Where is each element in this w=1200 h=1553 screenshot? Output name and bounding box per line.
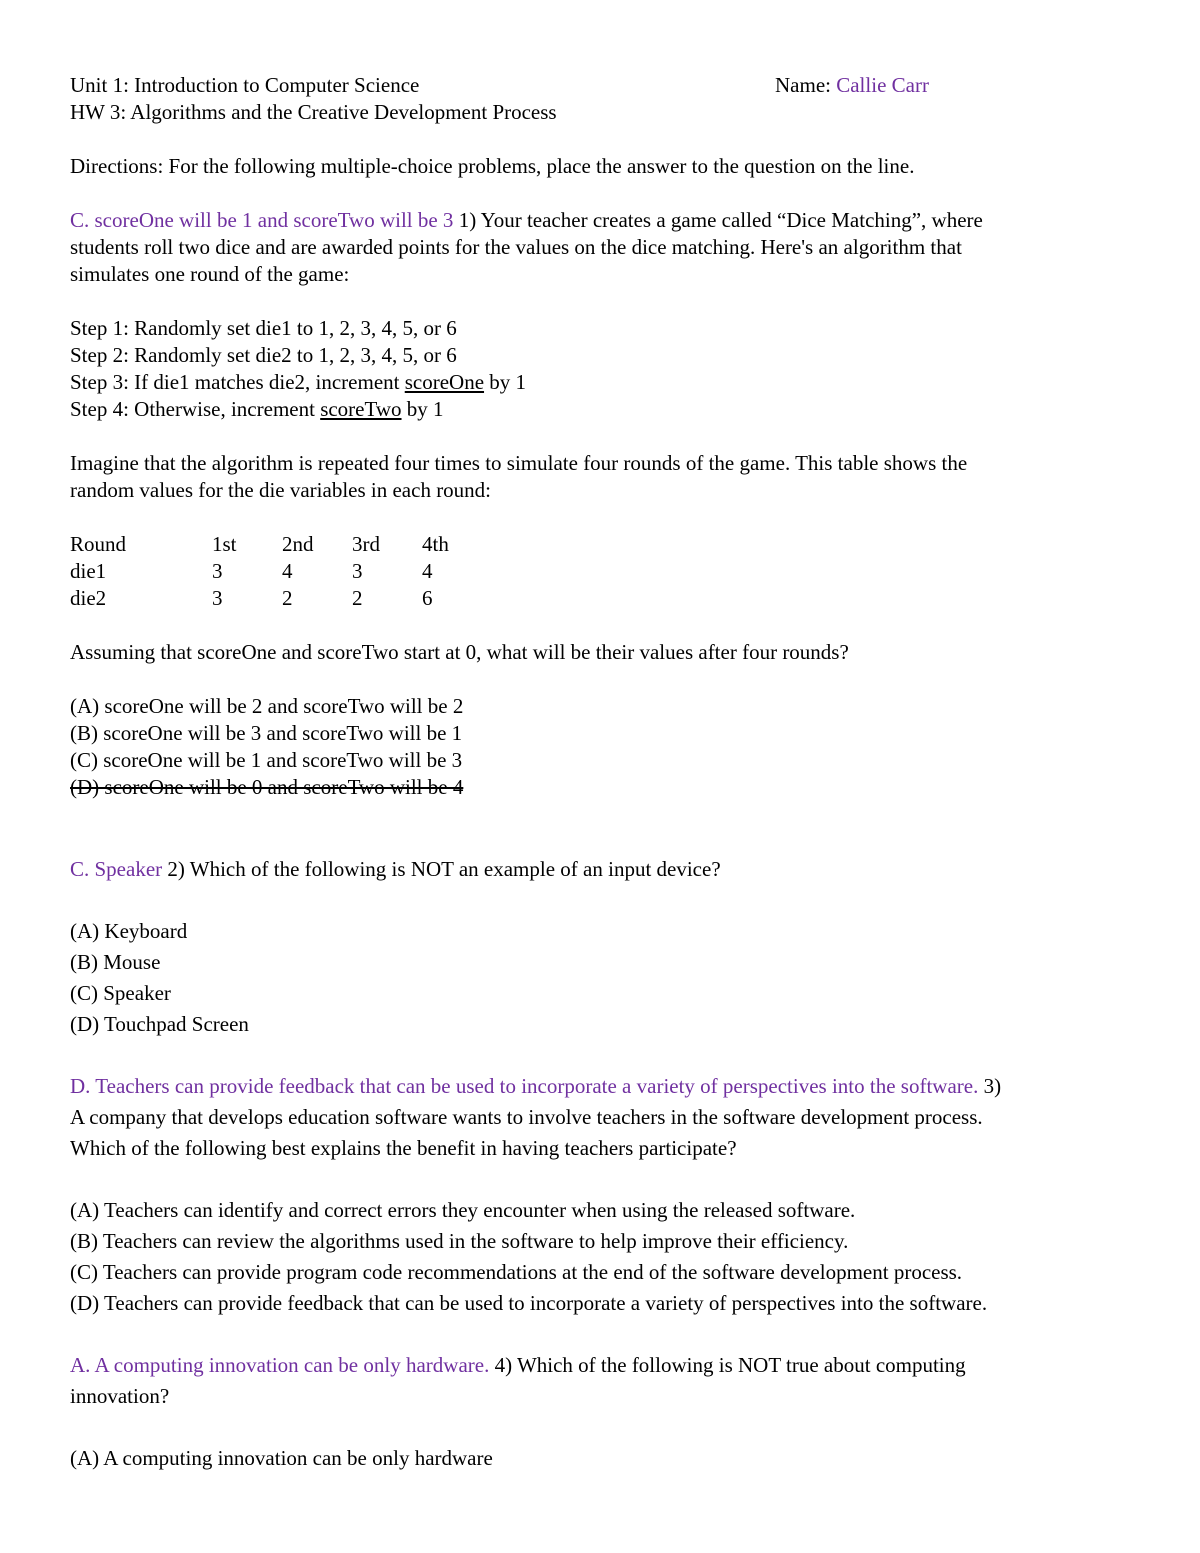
q4-answer: A. A computing innovation can be only hardware. — [70, 1353, 490, 1377]
q3-num: 3) — [983, 1074, 1002, 1098]
q2-option-d: (D) Touchpad Screen — [70, 1012, 249, 1036]
q3-option-b: (B) Teachers can review the algorithms used in the software to help improve their efficiency. — [70, 1229, 849, 1253]
q1-line-1 — [70, 207, 1130, 234]
table-cell: Round — [70, 532, 127, 556]
q1-answer: C. scoreOne will be 1 and scoreTwo will be 3 — [70, 208, 454, 232]
table-header-row — [70, 531, 482, 558]
q1-imagine-1: Imagine that the algorithm is repeated four times to simulate four rounds of the game. This table shows the — [70, 451, 968, 475]
question-1 — [70, 207, 1130, 801]
table-cell: 6 — [422, 586, 433, 610]
table-cell: 3 — [352, 559, 363, 583]
table-cell: 2nd — [282, 532, 314, 556]
table-cell: 4 — [282, 559, 293, 583]
q3-text-2: A company that develops education software wants to involve teachers in the software development process. — [70, 1105, 983, 1129]
table-row — [70, 558, 482, 585]
question-4 — [70, 1350, 1130, 1474]
rounds-table — [70, 531, 482, 612]
step-3: Step 3: If die1 matches die2, increment scoreOne by 1 — [70, 370, 527, 394]
q3-line-1 — [70, 1071, 1130, 1102]
q3-text-3: Which of the following best explains the benefit in having teachers participate? — [70, 1136, 737, 1160]
q1-option-c: (C) scoreOne will be 1 and scoreTwo will be 3 — [70, 748, 463, 772]
q3-option-d: (D) Teachers can provide feedback that can be used to incorporate a variety of perspectives into the software. — [70, 1291, 988, 1315]
q1-option-b: (B) scoreOne will be 3 and scoreTwo will be 1 — [70, 721, 463, 745]
q1-option-d-struck: (D) scoreOne will be 0 and scoreTwo will be 4 — [70, 775, 464, 799]
step-1: Step 1: Randomly set die1 to 1, 2, 3, 4, 5, or 6 — [70, 316, 457, 340]
table-row — [70, 585, 482, 612]
directions: Directions: For the following multiple-choice problems, place the answer to the question on the line. — [70, 154, 915, 178]
q4-option-a: (A) A computing innovation can be only hardware — [70, 1446, 493, 1470]
table-cell: 3 — [212, 559, 223, 583]
table-cell: 4th — [422, 532, 449, 556]
score-two-var: scoreTwo — [320, 397, 402, 421]
q1-option-a: (A) scoreOne will be 2 and scoreTwo will be 2 — [70, 694, 464, 718]
q4-line-1 — [70, 1350, 1130, 1381]
table-cell: 3rd — [352, 532, 380, 556]
q2-option-b: (B) Mouse — [70, 950, 161, 974]
q2-option-a: (A) Keyboard — [70, 919, 188, 943]
q3-answer: D. Teachers can provide feedback that can be used to incorporate a variety of perspectives into the software. — [70, 1074, 979, 1098]
q3-option-a: (A) Teachers can identify and correct errors they encounter when using the released software. — [70, 1198, 856, 1222]
homework-page — [70, 72, 1130, 1474]
name-block — [775, 72, 1130, 99]
step-4: Step 4: Otherwise, increment scoreTwo by 1 — [70, 397, 444, 421]
q1-text-3: simulates one round of the game: — [70, 262, 350, 286]
q4-text-1: 4) Which of the following is NOT true about computing — [494, 1353, 966, 1377]
q1-imagine-2: random values for the die variables in each round: — [70, 478, 492, 502]
question-3 — [70, 1071, 1130, 1319]
q2-question: 2) Which of the following is NOT an example of an input device? — [167, 857, 721, 881]
step-2: Step 2: Randomly set die2 to 1, 2, 3, 4, 5, or 6 — [70, 343, 457, 367]
table-cell: 4 — [422, 559, 433, 583]
table-cell: die2 — [70, 586, 107, 610]
q2-answer: C. Speaker — [70, 857, 163, 881]
q2-option-c: (C) Speaker — [70, 981, 171, 1005]
q1-text-2: students roll two dice and are awarded points for the values on the dice matching. Here's an algorithm that — [70, 235, 962, 259]
score-one-var: scoreOne — [404, 370, 485, 394]
unit-title: Unit 1: Introduction to Computer Science — [70, 73, 420, 97]
table-cell: 1st — [212, 532, 237, 556]
q1-text-1: 1) Your teacher creates a game called “Dice Matching”, where — [458, 208, 983, 232]
q2-line-1 — [70, 854, 1130, 885]
q4-text-2: innovation? — [70, 1384, 170, 1408]
name-label: Name: — [775, 73, 831, 97]
hw-title: HW 3: Algorithms and the Creative Development Process — [70, 100, 557, 124]
header-row-1 — [70, 72, 1130, 99]
table-cell: 3 — [212, 586, 223, 610]
table-cell: 2 — [282, 586, 293, 610]
table-cell: die1 — [70, 559, 107, 583]
question-2 — [70, 854, 1130, 1040]
table-cell: 2 — [352, 586, 363, 610]
q3-option-c: (C) Teachers can provide program code recommendations at the end of the software development process. — [70, 1260, 963, 1284]
student-name: Callie Carr — [836, 73, 929, 97]
q1-question: Assuming that scoreOne and scoreTwo start at 0, what will be their values after four rounds? — [70, 640, 849, 664]
